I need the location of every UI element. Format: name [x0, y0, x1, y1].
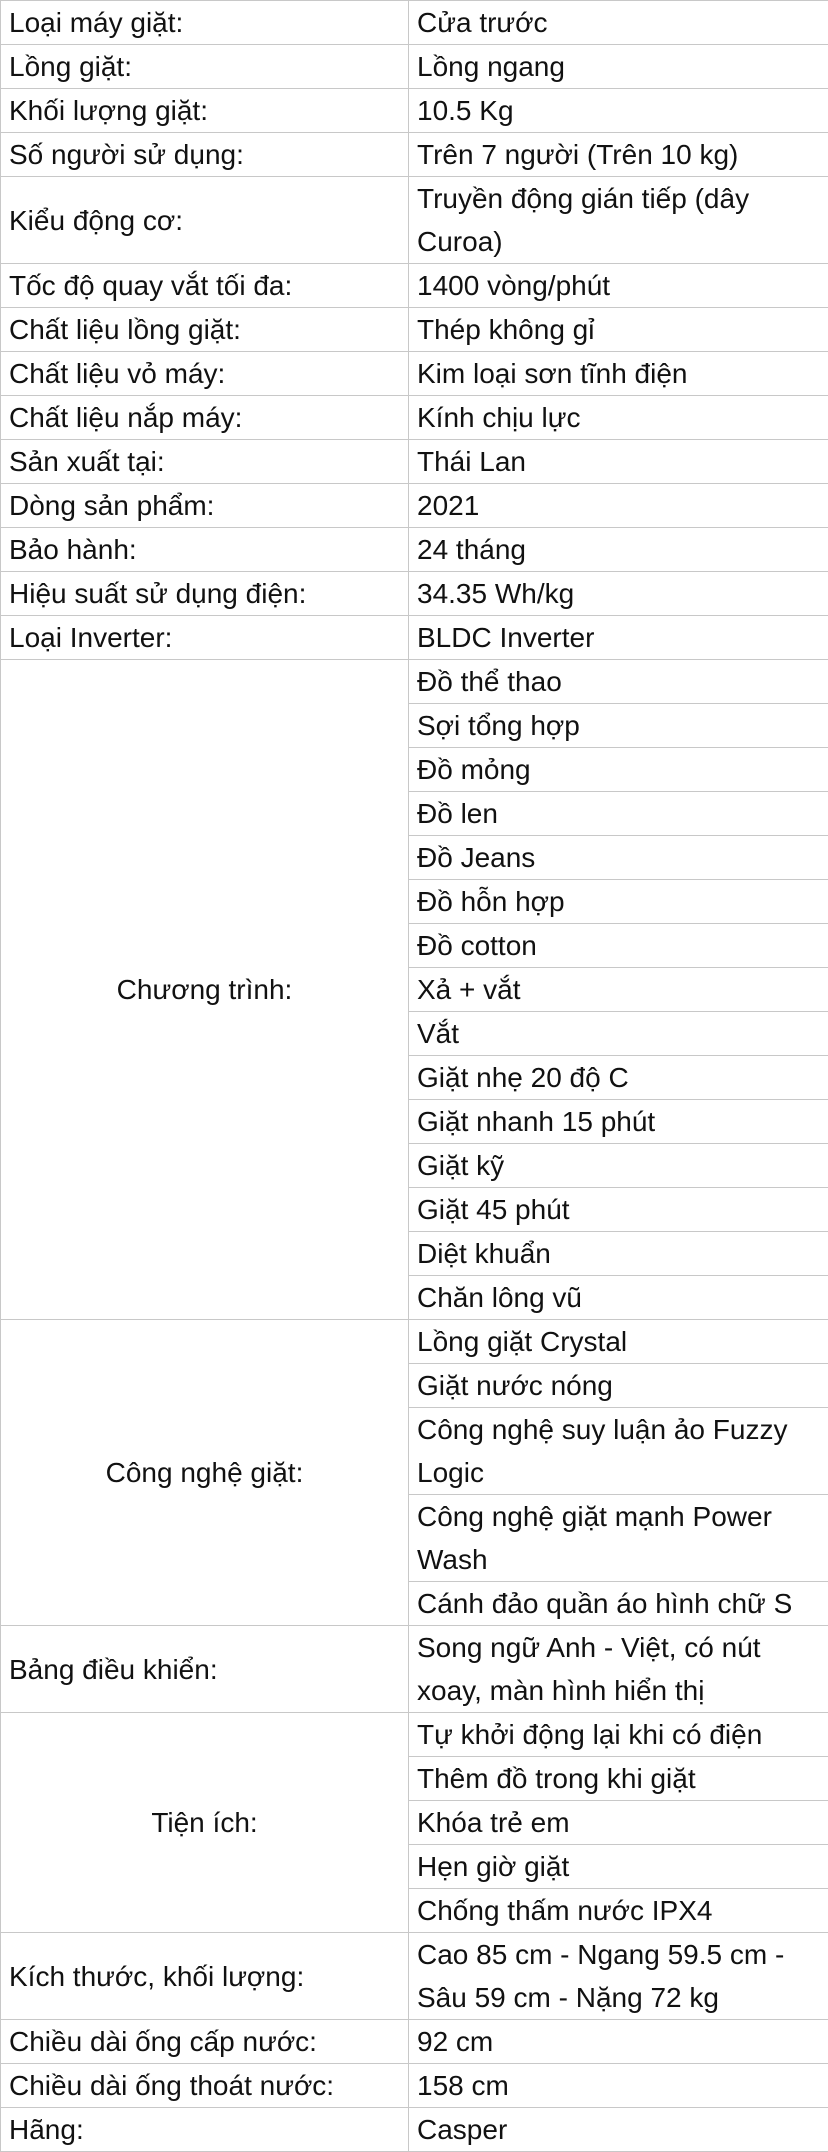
table-row [1, 616, 828, 660]
spec-label: Tốc độ quay vắt tối đa: [1, 264, 409, 308]
spec-label: Chất liệu vỏ máy: [1, 352, 409, 396]
spec-label: Bảo hành: [1, 528, 409, 572]
program-item: Đồ Jeans [409, 836, 828, 880]
spec-value: 92 cm [409, 2020, 828, 2064]
programs-label: Chương trình: [1, 660, 409, 1320]
technology-item: Công nghệ giặt mạnh Power Wash [409, 1495, 828, 1582]
spec-label: Loại Inverter: [1, 616, 409, 660]
table-row [1, 2064, 828, 2108]
technology-label: Công nghệ giặt: [1, 1320, 409, 1626]
spec-value: Lồng ngang [409, 45, 828, 89]
spec-label: Chiều dài ống cấp nước: [1, 2020, 409, 2064]
utility-item: Chống thấm nước IPX4 [409, 1889, 828, 1933]
spec-value: 2021 [409, 484, 828, 528]
program-item: Xả + vắt [409, 968, 828, 1012]
spec-label: Loại máy giặt: [1, 1, 409, 45]
program-item: Giặt nhanh 15 phút [409, 1100, 828, 1144]
spec-label: Dòng sản phẩm: [1, 484, 409, 528]
spec-label: Lồng giặt: [1, 45, 409, 89]
spec-value: 1400 vòng/phút [409, 264, 828, 308]
spec-label: Sản xuất tại: [1, 440, 409, 484]
technology-item: Giặt nước nóng [409, 1364, 828, 1408]
spec-label: Hiệu suất sử dụng điện: [1, 572, 409, 616]
spec-value: 34.35 Wh/kg [409, 572, 828, 616]
table-row [1, 264, 828, 308]
spec-value: Kim loại sơn tĩnh điện [409, 352, 828, 396]
table-row [1, 484, 828, 528]
spec-value: 10.5 Kg [409, 89, 828, 133]
table-row [1, 308, 828, 352]
utility-item: Hẹn giờ giặt [409, 1845, 828, 1889]
table-row [1, 89, 828, 133]
control-panel-value: Song ngữ Anh - Việt, có nút xoay, màn hình hiển thị [409, 1626, 828, 1713]
spec-label: Hãng: [1, 2108, 409, 2152]
program-item: Đồ cotton [409, 924, 828, 968]
spec-value: Cửa trước [409, 1, 828, 45]
spec-value: BLDC Inverter [409, 616, 828, 660]
program-item: Đồ mỏng [409, 748, 828, 792]
spec-value: 24 tháng [409, 528, 828, 572]
program-item: Giặt 45 phút [409, 1188, 828, 1232]
control-panel-label: Bảng điều khiển: [1, 1626, 409, 1713]
spec-value: 158 cm [409, 2064, 828, 2108]
technology-item: Công nghệ suy luận ảo Fuzzy Logic [409, 1408, 828, 1495]
table-row [1, 45, 828, 89]
utility-item: Khóa trẻ em [409, 1801, 828, 1845]
program-item: Sợi tổng hợp [409, 704, 828, 748]
spec-value: Thép không gỉ [409, 308, 828, 352]
spec-label: Khối lượng giặt: [1, 89, 409, 133]
spec-label: Kiểu động cơ: [1, 177, 409, 264]
spec-label: Số người sử dụng: [1, 133, 409, 177]
table-row [1, 660, 828, 704]
spec-value: Truyền động gián tiếp (dây Curoa) [409, 177, 828, 264]
program-item: Diệt khuẩn [409, 1232, 828, 1276]
table-row [1, 352, 828, 396]
program-item: Giặt nhẹ 20 độ C [409, 1056, 828, 1100]
technology-item: Lồng giặt Crystal [409, 1320, 828, 1364]
table-row [1, 1933, 828, 2020]
table-row [1, 2020, 828, 2064]
spec-label: Chất liệu nắp máy: [1, 396, 409, 440]
spec-value: Trên 7 người (Trên 10 kg) [409, 133, 828, 177]
program-item: Chăn lông vũ [409, 1276, 828, 1320]
table-row [1, 440, 828, 484]
table-row [1, 528, 828, 572]
utility-item: Tự khởi động lại khi có điện [409, 1713, 828, 1757]
program-item: Đồ thể thao [409, 660, 828, 704]
spec-label: Chiều dài ống thoát nước: [1, 2064, 409, 2108]
table-row [1, 1626, 828, 1713]
program-item: Vắt [409, 1012, 828, 1056]
table-row [1, 1713, 828, 1757]
table-row [1, 133, 828, 177]
utilities-label: Tiện ích: [1, 1713, 409, 1933]
spec-value: Cao 85 cm - Ngang 59.5 cm - Sâu 59 cm - Nặng 72 kg [409, 1933, 828, 2020]
program-item: Giặt kỹ [409, 1144, 828, 1188]
spec-value: Casper [409, 2108, 828, 2152]
table-row [1, 177, 828, 264]
table-row [1, 1320, 828, 1364]
spec-label: Chất liệu lồng giặt: [1, 308, 409, 352]
program-item: Đồ hỗn hợp [409, 880, 828, 924]
spec-value: Kính chịu lực [409, 396, 828, 440]
spec-value: Thái Lan [409, 440, 828, 484]
program-item: Đồ len [409, 792, 828, 836]
technology-item: Cánh đảo quần áo hình chữ S [409, 1582, 828, 1626]
table-row [1, 572, 828, 616]
spec-label: Kích thước, khối lượng: [1, 1933, 409, 2020]
utility-item: Thêm đồ trong khi giặt [409, 1757, 828, 1801]
table-row [1, 396, 828, 440]
table-row [1, 1, 828, 45]
